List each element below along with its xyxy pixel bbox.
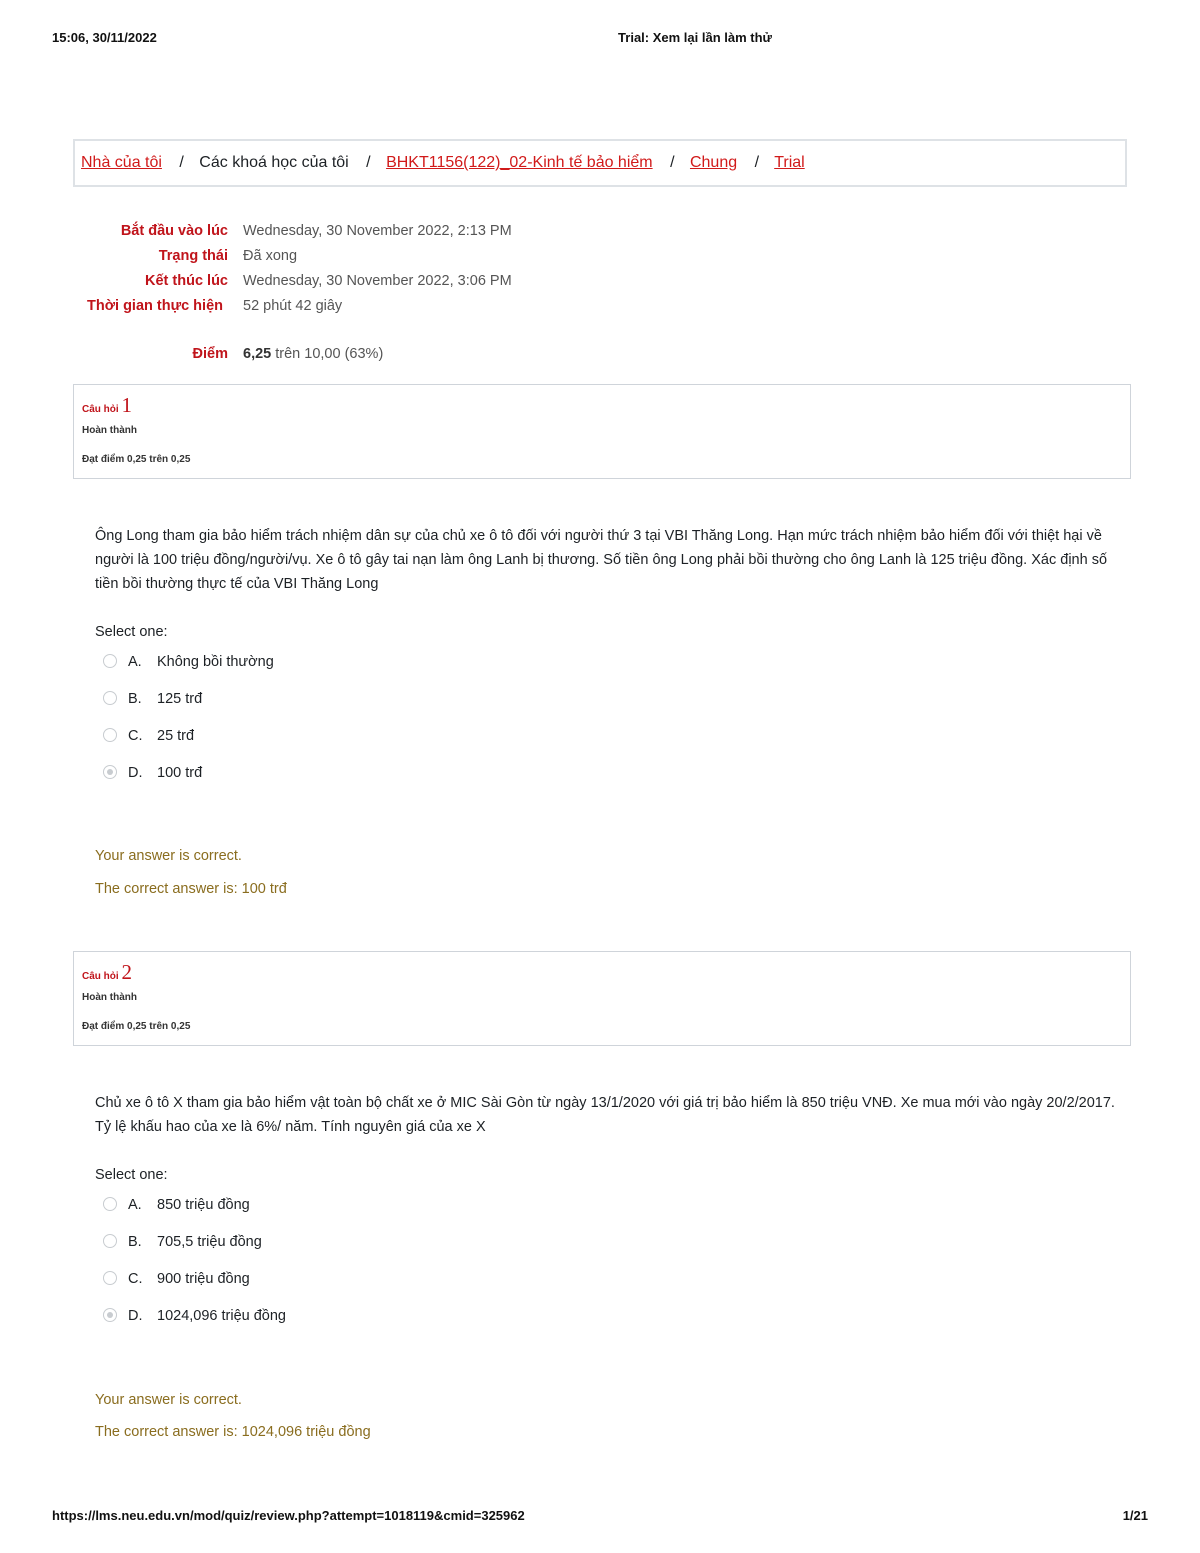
option-letter: A. xyxy=(128,1197,142,1213)
option-letter: C. xyxy=(128,728,143,744)
answer-options xyxy=(103,1196,703,1344)
question-number-value: 1 xyxy=(121,393,132,417)
print-header xyxy=(0,30,1200,50)
question-state: Hoàn thành xyxy=(82,425,137,436)
option-text: 900 triệu đồng xyxy=(157,1271,250,1287)
question-label: Câu hỏi xyxy=(82,404,119,415)
grade-rest: trên 10,00 (63%) xyxy=(275,346,384,362)
radio-button[interactable] xyxy=(103,1234,117,1248)
print-title: Trial: Xem lại lần làm thử xyxy=(618,30,772,45)
breadcrumb-home-link[interactable]: Nhà của tôi xyxy=(81,154,162,171)
option-text: 850 triệu đồng xyxy=(157,1197,250,1213)
summary-value: Wednesday, 30 November 2022, 3:06 PM xyxy=(243,273,512,289)
summary-label: Điểm xyxy=(192,346,228,362)
breadcrumb-my-courses: Các khoá học của tôi xyxy=(199,154,349,171)
question-info-box xyxy=(73,384,1131,479)
breadcrumb-separator: / xyxy=(754,154,760,171)
summary-value: 52 phút 42 giây xyxy=(243,298,343,314)
option-text: Không bồi thường xyxy=(157,654,274,670)
summary-completed-row xyxy=(73,270,673,295)
question-grade: Đạt điểm 0,25 trên 0,25 xyxy=(82,1021,191,1032)
grade-score: 6,25 xyxy=(243,346,272,362)
summary-label: Bắt đầu vào lúc xyxy=(120,223,228,239)
answer-option[interactable] xyxy=(103,1196,703,1233)
option-letter: A. xyxy=(128,654,142,670)
option-text: 705,5 triệu đồng xyxy=(157,1234,262,1250)
radio-button[interactable] xyxy=(103,654,117,668)
option-letter: C. xyxy=(128,1271,143,1287)
option-letter: B. xyxy=(128,1234,142,1250)
answer-option-selected[interactable] xyxy=(103,764,703,801)
print-footer xyxy=(0,1508,1200,1528)
option-letter: D. xyxy=(128,765,143,781)
question-text: Chủ xe ô tô X tham gia bảo hiểm vật toàn bộ chất xe ở MIC Sài Gòn từ ngày 13/1/2020 với giá trị bảo hiểm là 850 triệu VNĐ. Xe mua mới vào ngày 20/2/2017. Tỷ lệ khấu hao của xe là 6%/ năm. Tính nguyên giá của xe X xyxy=(95,1095,1115,1135)
radio-button[interactable] xyxy=(103,691,117,705)
summary-value xyxy=(243,343,383,366)
breadcrumb-course-link[interactable]: BHKT1156(122)_02-Kinh tế bảo hiểm xyxy=(386,154,653,171)
breadcrumb xyxy=(73,139,1127,187)
radio-button[interactable] xyxy=(103,728,117,742)
answer-feedback: Your answer is correct. xyxy=(95,848,242,864)
answer-option[interactable] xyxy=(103,727,703,764)
answer-option[interactable] xyxy=(103,690,703,727)
answer-feedback: Your answer is correct. xyxy=(95,1392,242,1408)
select-one-label: Select one: xyxy=(95,1167,168,1183)
summary-value: Wednesday, 30 November 2022, 2:13 PM xyxy=(243,223,512,239)
summary-grade-row xyxy=(73,343,673,368)
print-page-number: 1/21 xyxy=(1122,1508,1148,1523)
breadcrumb-separator: / xyxy=(670,154,675,171)
question-info-box xyxy=(73,951,1131,1046)
breadcrumb-section-link[interactable]: Chung xyxy=(689,154,738,171)
radio-button[interactable] xyxy=(103,1271,117,1285)
summary-label: Kết thúc lúc xyxy=(145,273,228,289)
question-number-value: 2 xyxy=(121,960,132,984)
option-text: 125 trđ xyxy=(157,691,203,707)
correct-answer: The correct answer is: 1024,096 triệu đồng xyxy=(95,1424,371,1440)
option-text: 25 trđ xyxy=(157,728,195,744)
option-letter: D. xyxy=(128,1308,143,1324)
radio-button[interactable] xyxy=(103,1197,117,1211)
option-letter: B. xyxy=(128,691,142,707)
answer-option[interactable] xyxy=(103,1233,703,1270)
breadcrumb-quiz-link[interactable]: Trial xyxy=(774,154,805,171)
summary-started-row xyxy=(73,220,673,245)
breadcrumb-separator: / xyxy=(179,154,184,171)
correct-answer: The correct answer is: 100 trđ xyxy=(95,881,287,897)
summary-value: Đã xong xyxy=(243,248,298,264)
question-label: Câu hỏi xyxy=(82,971,119,982)
answer-option-selected[interactable] xyxy=(103,1307,703,1344)
summary-label: Trạng thái xyxy=(158,248,228,264)
answer-option[interactable] xyxy=(103,653,703,690)
question-state: Hoàn thành xyxy=(82,992,137,1003)
answer-options xyxy=(103,653,703,801)
summary-label: Thời gian thực hiện xyxy=(86,298,223,314)
radio-button-checked[interactable] xyxy=(103,1308,117,1322)
question-grade: Đạt điểm 0,25 trên 0,25 xyxy=(82,454,191,465)
print-url: https://lms.neu.edu.vn/mod/quiz/review.php?attempt=1018119&cmid=325962 xyxy=(52,1508,525,1523)
summary-state-row xyxy=(73,245,673,270)
attempt-summary xyxy=(73,220,673,368)
option-text: 1024,096 triệu đồng xyxy=(157,1308,286,1324)
option-text: 100 trđ xyxy=(157,765,203,781)
question-number xyxy=(82,393,132,418)
print-datetime: 15:06, 30/11/2022 xyxy=(52,30,157,45)
radio-button-checked[interactable] xyxy=(103,765,117,779)
answer-option[interactable] xyxy=(103,1270,703,1307)
question-number xyxy=(82,960,132,985)
question-text: Ông Long tham gia bảo hiểm trách nhiệm dân sự của chủ xe ô tô đối với người thứ 3 tại VBI Thăng Long. Hạn mức trách nhiệm bảo hiểm đối với thiệt hại về người là 100 triệu đồng/người/vụ. Xe ô tô gây tai nạn làm ông Lanh bị thương. Số tiền ông Long phải bồi thường cho ông Lanh là 125 triệu đồng. Xác định số tiền bồi thường thực tế của VBI Thăng Long xyxy=(95,528,1108,592)
breadcrumb-separator: / xyxy=(366,154,371,171)
select-one-label: Select one: xyxy=(95,624,168,640)
summary-time-row xyxy=(73,295,673,343)
